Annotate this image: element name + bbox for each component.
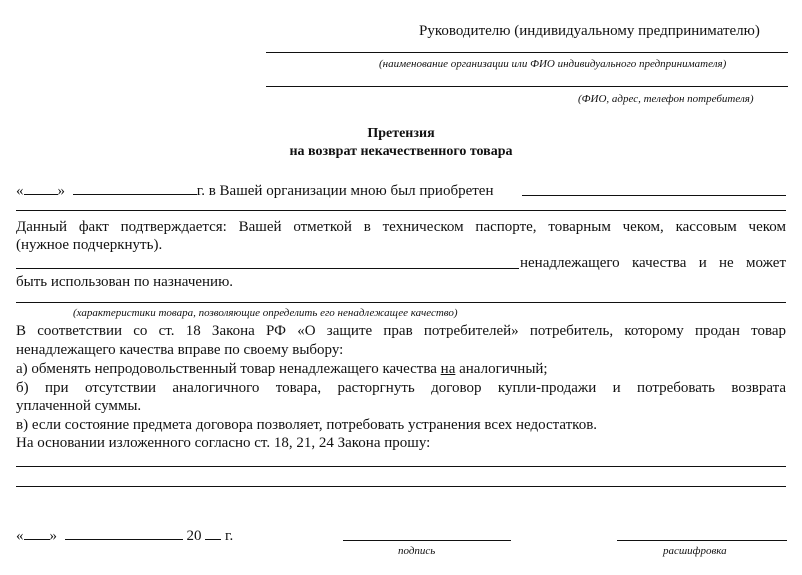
- option-c: в) если состояние предмета договора позволяет, потребовать устранения всех недостатков.: [16, 417, 598, 433]
- recipient-line: [266, 52, 788, 53]
- date-close-quote: »: [57, 183, 65, 199]
- option-a-suffix: аналогичный;: [455, 361, 548, 377]
- characteristics-line: [16, 302, 786, 303]
- option-b-line2: уплаченной суммы.: [16, 398, 142, 414]
- request-line-1: [16, 466, 786, 467]
- defect-text: ненадлежащего качества и не может: [520, 255, 786, 271]
- consumer-line: [266, 86, 788, 87]
- footer-open-quote: «: [16, 528, 24, 544]
- day-blank: [24, 180, 58, 195]
- title-line1: Претензия: [367, 126, 435, 141]
- recipient-label: Руководителю (индивидуальному предпринимателю): [419, 23, 760, 39]
- characteristics-hint: (характеристики товара, позволяющие определить его ненадлежащее качество): [73, 307, 458, 319]
- usage-text: быть использован по назначению.: [16, 274, 234, 290]
- option-a: [16, 360, 548, 378]
- product-line-2: [16, 210, 786, 211]
- footer-year-prefix: 20: [186, 528, 202, 544]
- option-a-underlined: на: [440, 361, 456, 377]
- law-line2: ненадлежащего качества вправе по своему выбору:: [16, 342, 344, 358]
- purchase-line: [16, 180, 493, 200]
- option-b-line1: б) при отсутствии аналогичного товара, расторгнуть договор купли-продажи и потребовать возврата: [16, 380, 786, 396]
- signature-line: [343, 540, 511, 541]
- confirm-line1: Данный факт подтверждается: Вашей отметкой в техническом паспорте, товарным чеком, кассовым чеком: [16, 219, 786, 235]
- signature-hint: подпись: [398, 545, 436, 557]
- org-hint: (наименование организации или ФИО индивидуального предпринимателя): [379, 58, 727, 70]
- date-open-quote: «: [16, 183, 24, 199]
- month-blank: [73, 180, 197, 195]
- footer-date: [16, 525, 233, 545]
- defect-blank: [16, 268, 519, 269]
- request-line-2: [16, 486, 786, 487]
- purchase-text: г. в Вашей организации мною был приобретен: [196, 183, 494, 199]
- footer-close-quote: »: [49, 528, 57, 544]
- product-line: [522, 195, 786, 196]
- decoding-hint: расшифровка: [663, 545, 727, 557]
- footer-year-blank: [205, 525, 221, 540]
- confirm-line2: (нужное подчеркнуть).: [16, 237, 163, 253]
- law-line1: В соответствии со ст. 18 Закона РФ «О защите прав потребителей» потребитель, которому продан товар: [16, 323, 786, 339]
- request-text: На основании изложенного согласно ст. 18, 21, 24 Закона прошу:: [16, 435, 431, 451]
- footer-month-blank: [65, 525, 183, 540]
- option-a-prefix: а) обменять непродовольственный товар ненадлежащего качества: [16, 361, 441, 377]
- title-line2: на возврат некачественного товара: [289, 144, 513, 159]
- footer-day-blank: [24, 525, 50, 540]
- consumer-hint: (ФИО, адрес, телефон потребителя): [578, 93, 754, 105]
- footer-year-suffix: г.: [225, 528, 234, 544]
- decoding-line: [617, 540, 787, 541]
